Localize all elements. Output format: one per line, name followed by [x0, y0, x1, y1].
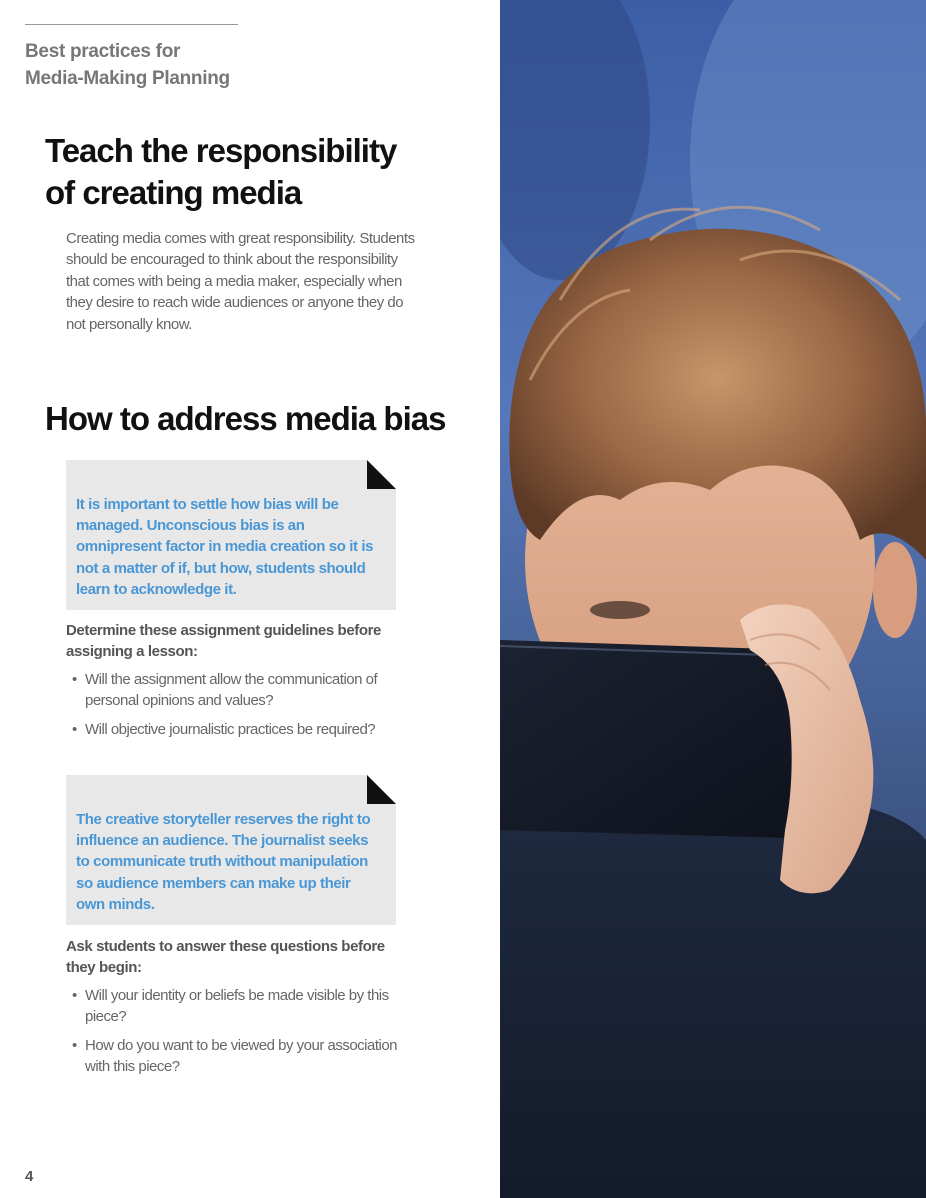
header-rule [25, 24, 238, 25]
section-label [25, 38, 425, 92]
callout-fold-icon [367, 775, 396, 804]
list-item [72, 669, 417, 712]
list-item [72, 719, 417, 740]
bullet-icon: • [72, 1036, 77, 1054]
guideline-text-2: Will objective journalistic practices be required? [85, 720, 376, 738]
bullet-icon: • [72, 671, 77, 688]
responsibility-heading-line-2: of creating media [45, 174, 302, 211]
callout-1-text: It is important to settle how bias will be managed. Unconscious bias is an omnipresent factor in media creation so it is not a matter of if, but how, students should learn to acknowledge it. [76, 496, 374, 598]
bias-callout-2 [66, 775, 396, 925]
section-label-line-1: Best practices for [25, 41, 181, 62]
phone-shape [500, 640, 804, 838]
list-item [72, 1035, 417, 1078]
eye-shape [590, 601, 650, 619]
section-label-line-2: Media-Making Planning [25, 68, 230, 89]
ear-shape [873, 542, 917, 638]
boy-with-phone-photo [500, 0, 926, 1198]
questions-heading: Ask students to answer these questions before they begin: [66, 938, 385, 977]
responsibility-heading [45, 130, 485, 214]
callout-fold-icon [367, 460, 396, 489]
responsibility-heading-line-1: Teach the responsibility [45, 132, 397, 169]
guidelines-list [72, 669, 417, 747]
guideline-text-1: Will the assignment allow the communication of personal opinions and values? [85, 671, 378, 710]
questions-list [72, 985, 417, 1085]
page-number: 4 [25, 1168, 34, 1185]
bullet-icon: • [72, 720, 77, 738]
bullet-icon: • [72, 987, 77, 1004]
question-text-2: How do you want to be viewed by your association with this piece? [85, 1036, 398, 1076]
responsibility-paragraph: Creating media comes with great responsibility. Students should be encouraged to think about the responsibility that comes with being a media maker, especially when they desire to reach wide audiences or anyone they do not personally know. [66, 230, 415, 333]
bias-callout-1 [66, 460, 396, 610]
bias-heading: How to address media bias [45, 400, 446, 437]
list-item [72, 985, 417, 1028]
shirt-shape [500, 798, 926, 1198]
question-text-1: Will your identity or beliefs be made visible by this piece? [85, 987, 389, 1026]
callout-2-text: The creative storyteller reserves the right to influence an audience. The journalist seeks to communicate truth without manipulation so audience members can make up their own minds. [76, 811, 371, 913]
photo-illustration [500, 0, 926, 1198]
guidelines-heading: Determine these assignment guidelines before assigning a lesson: [66, 622, 381, 661]
